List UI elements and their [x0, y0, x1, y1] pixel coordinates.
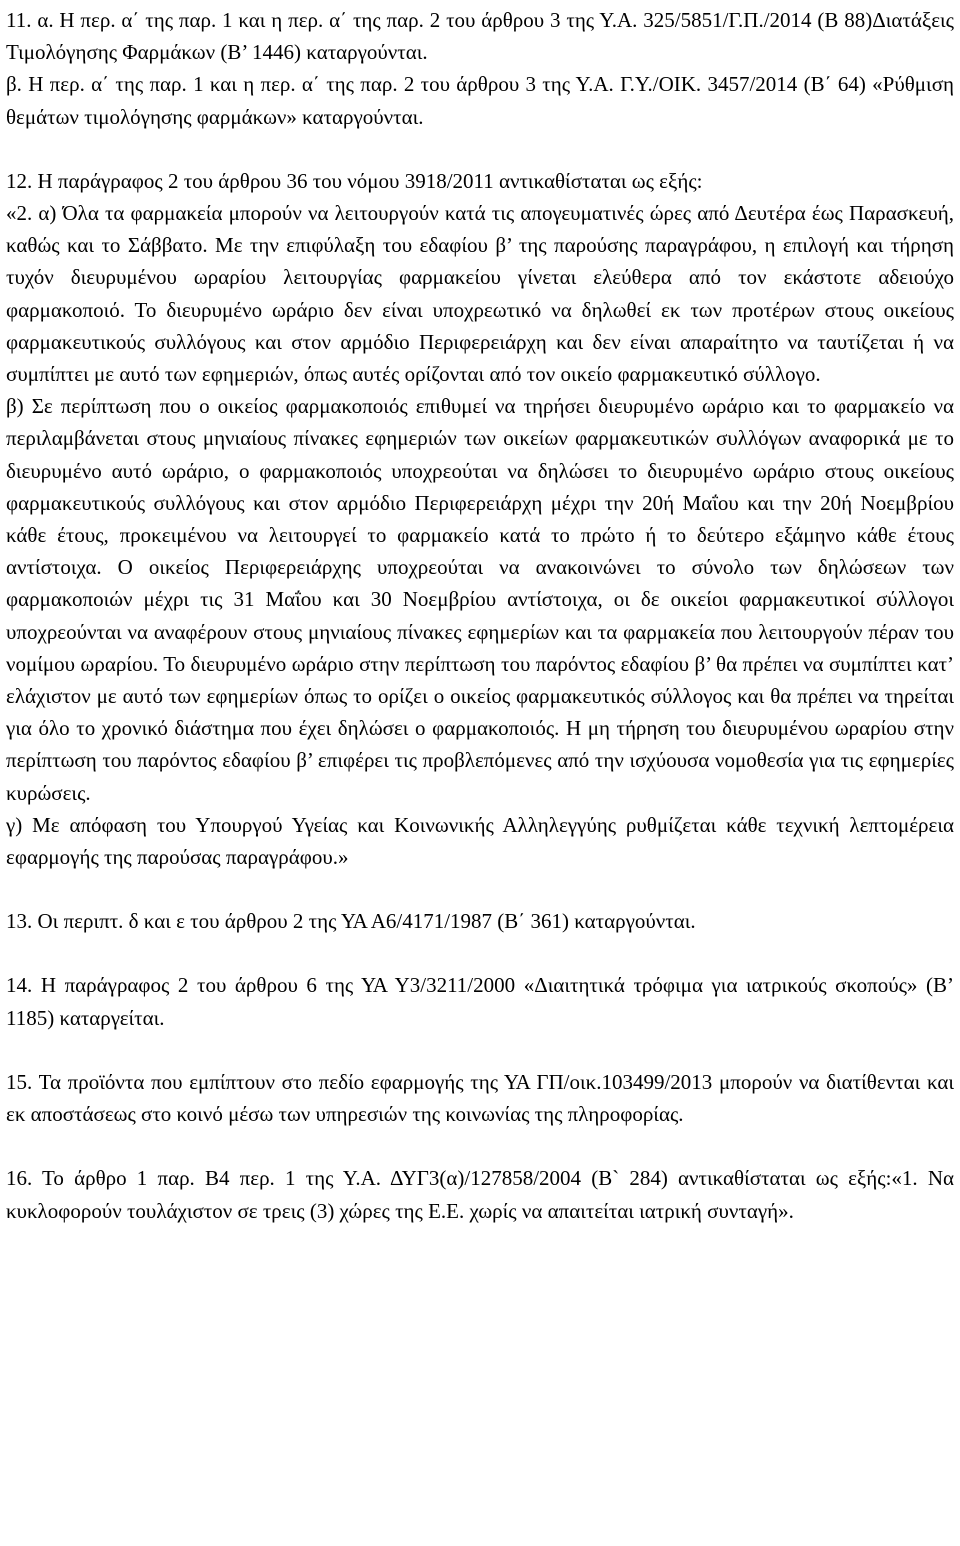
paragraph-11b: β. Η περ. α΄ της παρ. 1 και η περ. α΄ της παρ. 2 του άρθρου 3 της Υ.Α. Γ.Υ./ΟΙΚ. 3457/2014 (Β΄ 64) «Ρύθμιση θεμάτων τιμολόγησης φαρμάκων» καταργούνται.	[6, 72, 954, 129]
paragraph-12c: γ) Με απόφαση του Υπουργού Υγείας και Κοινωνικής Αλληλεγγύης ρυθμίζεται κάθε τεχνική λεπτομέρεια εφαρμογής της παρούσας παραγράφου.»	[6, 812, 954, 870]
paragraph-12a: «2. α) Όλα τα φαρμακεία μπορούν να λειτουργούν κατά τις απογευματινές ώρες από Δευτέρα έως Παρασκευή, καθώς και το Σάββατο. Με την επιφύλαξη του εδαφίου β’ της παρούσης παραγράφου, η επιλογή και τήρηση τυχόν διευρυμένου ωραρίου λειτουργίας φαρμακείου γίνεται ελεύθερα από τον εκάστοτε αδειούχο φαρμακοποιό. Το διευρυμένο ωράριο δεν είναι υποχρεωτικό να δηλωθεί εκ των προτέρων στους οικείους φαρμακευτικούς συλλόγους και στον αρμόδιο Περιφερειάρχη και δεν είναι απαραίτητο να ταυτίζεται ή να συμπίπτει με αυτό των εφημεριών, όπως αυτές ορίζονται από τον οικείο φαρμακευτικό σύλλογο.	[6, 201, 954, 387]
paragraph-13: 13. Οι περιπτ. δ και ε του άρθρου 2 της ΥΑ Α6/4171/1987 (Β΄ 361) καταργούνται.	[6, 909, 696, 934]
paragraph-gap	[6, 873, 954, 905]
paragraph-14: 14. Η παράγραφος 2 του άρθρου 6 της ΥΑ Υ3/3211/2000 «Διαιτητικά τρόφιμα για ιατρικούς σκοπούς» (Β’ 1185) καταργείται.	[6, 973, 954, 1030]
paragraph-gap	[6, 937, 954, 969]
paragraph-12: 12. Η παράγραφος 2 του άρθρου 36 του νόμου 3918/2011 αντικαθίσταται ως εξής:	[6, 168, 703, 193]
paragraph-15: 15. Τα προϊόντα που εμπίπτουν στο πεδίο εφαρμογής της ΥΑ ΓΠ/οικ.103499/2013 μπορούν να διατίθενται και εκ αποστάσεως στο κοινό μέσω των υπηρεσιών της κοινωνίας της πληροφορίας.	[6, 1069, 954, 1127]
paragraph-12b: β) Σε περίπτωση που ο οικείος φαρμακοποιός επιθυμεί να τηρήσει διευρυμένο ωράριο και το φαρμακείο να περιλαμβάνεται στους μηνιαίους πίνακες εφημεριών των οικείων φαρμακευτικών συλλόγων αναφορικά με το διευρυμένο αυτό ωράριο, ο φαρμακοποιός υποχρεούται να δηλώσει το διευρυμένο ωράριο στους οικείους φαρμακευτικούς συλλόγους και στον αρμόδιο Περιφερειάρχη μέχρι την 20ή Μαΐου και την 20ή Νοεμβρίου κάθε έτους, προκειμένου να λειτουργεί το φαρμακείο κατά το πρώτο ή το δεύτερο εξάμηνο κάθε έτους αντίστοιχα. Ο οικείος Περιφερειάρχης υποχρεούται να ανακοινώνει το σύνολο των δηλώσεων των φαρμακοποιών μέχρι τις 31 Μαΐου και 30 Νοεμβρίου αντίστοιχα, οι δε οικείοι φαρμακευτικοί σύλλογοι υποχρεούνται να αναφέρουν στους μηνιαίους πίνακες εφημερίων και τα φαρμακεία που λειτουργούν πέραν του νομίμου ωραρίου. Το διευρυμένο ωράριο στην περίπτωση του παρόντος εδαφίου β’ θα πρέπει να συμπίπτει κατ’ ελάχιστον με αυτό των εφημερίων όπως το ορίζει ο οικείος φαρμακευτικός σύλλογος και θα πρέπει να τηρείται για όλο το χρονικό διάστημα που έχει δηλώσει ο φαρμακοποιός. Η μη τήρηση του διευρυμένου ωραρίου στην περίπτωση του παρόντος εδαφίου β’ επιφέρει τις προβλεπόμενες από την ισχύουσα νομοθεσία για τις εφημερίες κυρώσεις.	[6, 394, 954, 805]
paragraph-gap	[6, 133, 954, 165]
paragraph-gap	[6, 1130, 954, 1162]
paragraph-16: 16. Το άρθρο 1 παρ. Β4 περ. 1 της Υ.Α. ΔΥΓ3(α)/127858/2004 (Β` 284) αντικαθίσταται ως εξής:«1. Να κυκλοφορούν τουλάχιστον σε τρεις (3) χώρες της Ε.Ε. χωρίς να απαιτείται ιατρική συνταγή».	[6, 1166, 954, 1223]
paragraph-11a: 11. α. Η περ. α΄ της παρ. 1 και η περ. α΄ της παρ. 2 του άρθρου 3 της Υ.Α. 325/5851/Γ.Π./2014 (Β 88)Διατάξεις Τιμολόγησης Φαρμάκων (Β’ 1446) καταργούνται.	[6, 8, 954, 65]
paragraph-gap	[6, 1034, 954, 1066]
